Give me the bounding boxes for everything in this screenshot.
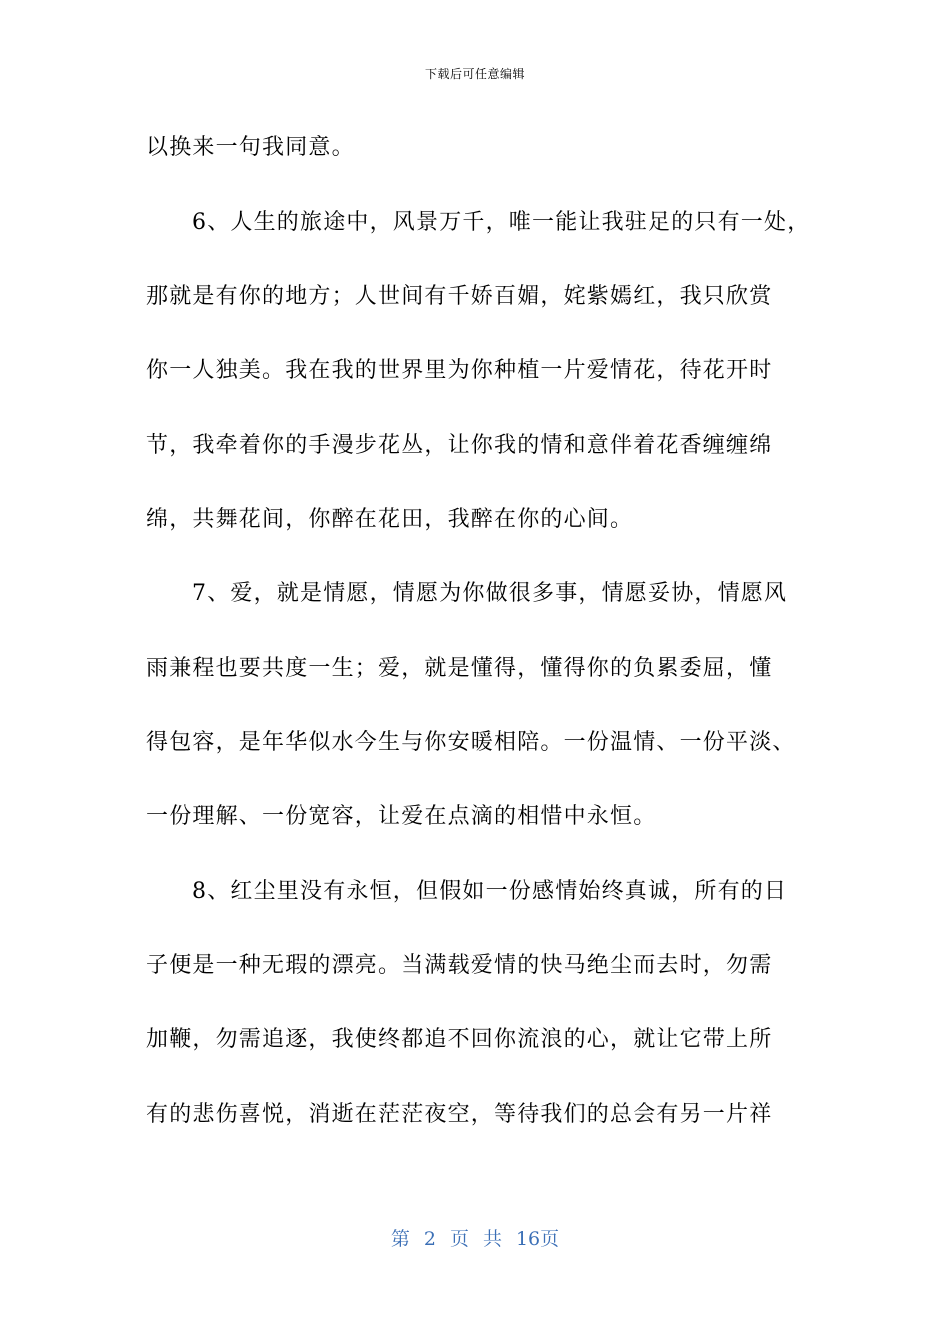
body-line: 有的悲伤喜悦，消逝在茫茫夜空，等待我们的总会有另一片祥	[146, 1102, 773, 1127]
footer-total-pages: 16页	[515, 1228, 560, 1250]
page-header: 下载后可任意编辑	[424, 67, 525, 81]
body-line: 6、人生的旅途中，风景万千，唯一能让我驻足的只有一处，	[192, 210, 811, 235]
body-line: 一份理解、一份宽容，让爱在点滴的相惜中永恒。	[146, 804, 657, 829]
body-line: 绵，共舞花间，你醉在花田，我醉在你的心间。	[146, 507, 634, 532]
body-line: 加鞭，勿需追逐，我使终都追不回你流浪的心，就让它带上所	[146, 1027, 773, 1052]
footer-total-word: 共	[482, 1228, 502, 1250]
body-line: 8、红尘里没有永恒，但假如一份感情始终真诚，所有的日	[192, 879, 788, 904]
page-footer	[0, 1226, 950, 1252]
body-line: 7、爱，就是情愿，情愿为你做很多事，情愿妥协，情愿风	[192, 581, 788, 606]
body-line: 你一人独美。我在我的世界里为你种植一片爱情花，待花开时	[146, 358, 773, 383]
body-line: 得包容，是年华似水今生与你安暖相陪。一份温情、一份平淡、	[146, 730, 796, 755]
footer-page-word: 页	[449, 1228, 469, 1250]
body-line: 以换来一句我同意。	[146, 135, 355, 160]
body-line: 那就是有你的地方；人世间有千娇百媚，姹紫嫣红，我只欣赏	[146, 284, 773, 309]
body-line: 节，我牵着你的手漫步花丛，让你我的情和意伴着花香缠缠绵	[146, 433, 773, 458]
footer-prefix: 第	[390, 1228, 410, 1250]
body-line: 雨兼程也要共度一生；爱，就是懂得，懂得你的负累委屈，懂	[146, 656, 773, 681]
body-line: 子便是一种无瑕的漂亮。当满载爱情的快马绝尘而去时，勿需	[146, 953, 773, 978]
footer-current-page: 2	[423, 1228, 436, 1250]
